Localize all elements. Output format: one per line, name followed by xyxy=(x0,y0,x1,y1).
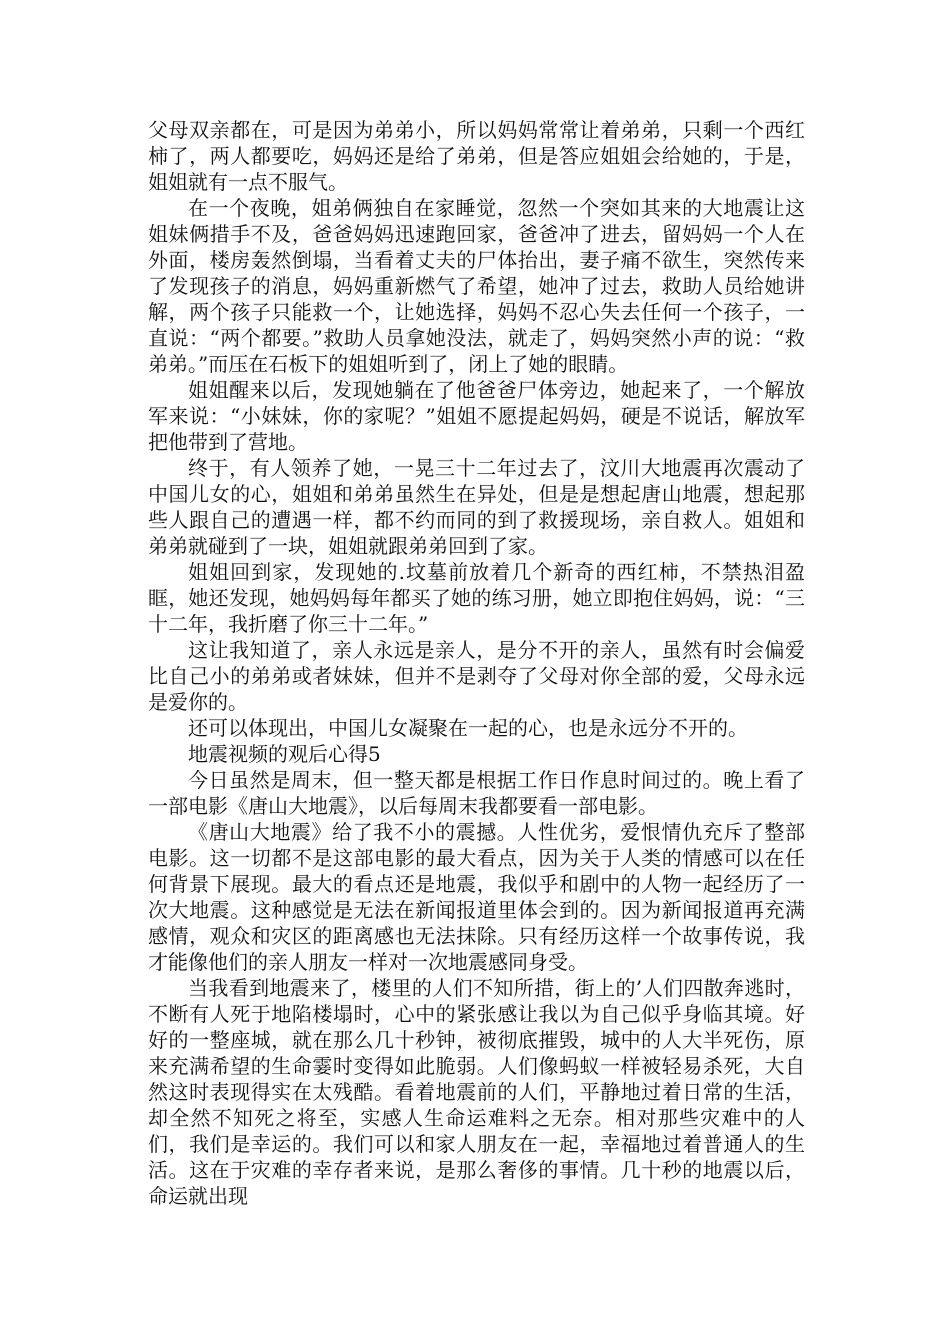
paragraph-4: 终于，有人领养了她，一晃三十二年过去了，汶川大地震再次震动了中国儿女的心，姐姐和弟弟虽然生在异处，但是是想起唐山地震，想起那些人跟自己的遭遇一样，都不约而同的到了救援现场，亲自救人。姐姐和弟弟就碰到了一块，姐姐就跟弟弟回到了家。 xyxy=(148,456,805,558)
paragraph-2: 在一个夜晚，姐弟俩独自在家睡觉，忽然一个突如其来的大地震让这姐妹俩措手不及，爸爸妈妈迅速跑回家，爸爸冲了进去，留妈妈一个人在外面，楼房轰然倒塌，当看着丈夫的尸体抬出，妻子痛不欲生，突然传来了发现孩子的消息，妈妈重新燃气了希望，她冲了过去，救助人员给她讲解，两个孩子只能救一个，让她选择，妈妈不忍心失去任何一个孩子，一直说：“两个都要。”救助人员拿她没法，就走了，妈妈突然小声的说：“救弟弟。”而压在石板下的姐姐听到了，闭上了她的眼睛。 xyxy=(148,196,805,376)
paragraph-5: 姐姐回到家，发现她的.坟墓前放着几个新奇的西红柿，不禁热泪盈眶，她还发现，她妈妈每年都买了她的练习册，她立即抱住妈妈，说：“三十二年，我折磨了你三十二年。” xyxy=(148,560,805,636)
paragraph-3: 姐姐醒来以后，发现她躺在了他爸爸尸体旁边，她起来了，一个解放军来说：“小妹妹，你的家呢？”姐姐不愿提起妈妈，硬是不说话，解放军把他带到了营地。 xyxy=(148,378,805,454)
section-heading: 地震视频的观后心得5 xyxy=(188,742,381,766)
paragraph-8: 今日虽然是周末，但一整天都是根据工作日作息时间过的。晚上看了一部电影《唐山大地震》，以后每周末我都要看一部电影。 xyxy=(148,768,805,818)
paragraph-7: 还可以体现出，中国儿女凝聚在一起的心，也是永远分不开的。 xyxy=(188,716,748,740)
document-body xyxy=(148,117,805,1209)
paragraph-6: 这让我知道了，亲人永远是亲人，是分不开的亲人，虽然有时会偏爱比自己小的弟弟或者妹妹，但并不是剥夺了父母对你全部的爱，父母永远是爱你的。 xyxy=(148,638,805,714)
paragraph-10: 当我看到地震来了，楼里的人们不知所措，街上的’人们四散奔逃时，不断有人死于地陷楼塌时，心中的紧张感让我以为自己似乎身临其境。好好的一整座城，就在那么几十秒钟，被彻底摧毁，城中的人大半死伤，原来充满希望的生命霎时变得如此脆弱。人们像蚂蚁一样被轻易杀死，大自然这时表现得实在太残酷。看着地震前的人们，平静地过着日常的生活，却全然不知死之将至，实感人生命运难料之无奈。相对那些灾难中的人们，我们是幸运的。我们可以和家人朋友在一起，幸福地过着普通人的生活。这在于灾难的幸存者来说，是那么奢侈的事情。几十秒的地震以后，命运就出现 xyxy=(148,976,805,1208)
paragraph-9: 《唐山大地震》给了我不小的震撼。人性优劣，爱恨情仇充斥了整部电影。这一切都不是这部电影的最大看点，因为关于人类的情感可以在任何背景下展现。最大的看点还是地震，我似乎和剧中的人物一起经历了一次大地震。这种感觉是无法在新闻报道里体会到的。因为新闻报道再充满感情，观众和灾区的距离感也无法抹除。只有经历这样一个故事传说，我才能像他们的亲人朋友一样对一次地震感同身受。 xyxy=(148,820,805,974)
paragraph-1: 父母双亲都在，可是因为弟弟小，所以妈妈常常让着弟弟，只剩一个西红柿了，两人都要吃，妈妈还是给了弟弟，但是答应姐姐会给她的，于是，姐姐就有一点不服气。 xyxy=(148,118,805,194)
